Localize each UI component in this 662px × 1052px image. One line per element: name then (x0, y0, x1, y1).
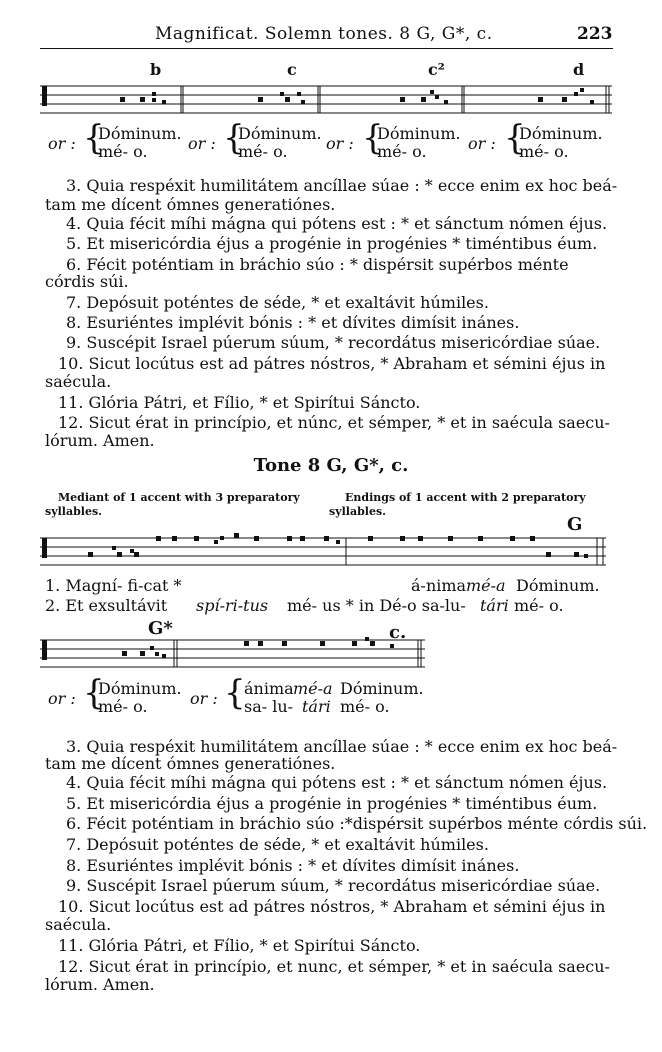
verse-b-line: 9. Suscépit Israel púerum súum, * recordátus misericórdiae súae. (66, 876, 601, 895)
endings-note: Endings of 1 accent with 2 preparatory (345, 491, 586, 504)
model-line-2c: mé- us * in Dé-o sa-lu- (287, 596, 466, 615)
page-number: 223 (577, 24, 613, 44)
verse-b-line: 5. Et misericórdia éjus a progénie in progénies * timéntibus éum. (66, 794, 598, 813)
choice-word-5b: mé- o. (98, 697, 148, 716)
choice-word-6c: Dóminum. (340, 679, 424, 698)
running-title: Magnificat. Solemn tones. 8 G, G*, c. (155, 24, 493, 44)
chant-staff-endings-2 (0, 632, 662, 678)
verse-a-line: 11. Glória Pátri, et Fílio, * et Spirítui Sáncto. (58, 393, 421, 412)
brace-4: { (504, 118, 526, 158)
ending-label-b: b (150, 60, 162, 79)
or-label-3: or : (326, 134, 354, 153)
verse-a-line: 8. Esuriéntes implévit bónis : * et dívites dimísit inánes. (66, 313, 520, 332)
verse-b-line: 3. Quia respéxit humilitátem ancíllae súae : * ecce enim ex hoc beá- (66, 737, 618, 756)
choice-word-6a: ánima (244, 679, 294, 698)
verse-b-line: 4. Quia fécit míhi mágna qui pótens est : * et sánctum nómen éjus. (66, 773, 608, 792)
choice-word-6f: mé- o. (340, 697, 390, 716)
verse-a-line: 4. Quia fécit míhi mágna qui pótens est : * et sánctum nómen éjus. (66, 214, 608, 233)
verse-a-line: córdis súi. (45, 272, 129, 291)
verse-b-line: 6. Fécit poténtiam in bráchio súo :*dispérsit supérbos ménte córdis súi. (66, 814, 648, 833)
choice-word-5a: Dóminum. (98, 679, 182, 698)
syllable-word-1a: Dóminum. (98, 124, 182, 143)
ending-label-c: c (287, 60, 297, 79)
endings-note-2: syllables. (329, 505, 386, 518)
verse-a-line: 7. Depósuit poténtes de séde, * et exaltávit húmiles. (66, 293, 489, 312)
brace-2: { (223, 118, 245, 158)
or-label-1: or : (48, 134, 76, 153)
syllable-word-4a: Dóminum. (519, 124, 603, 143)
model-line-1a: 1. Magní- fi-cat * (45, 576, 182, 595)
model-line-2e: mé- o. (514, 596, 564, 615)
verse-a-line: 6. Fécit poténtiam in bráchio súo : * dispérsit supérbos ménte (66, 255, 569, 274)
syllable-word-4b: mé- o. (519, 142, 569, 161)
mediant-note-2: syllables. (45, 505, 102, 518)
model-line-1d: Dóminum. (516, 576, 600, 595)
brace-1: { (83, 118, 105, 158)
verse-b-line: saécula. (45, 915, 112, 934)
model-line-2d: tári (480, 596, 509, 615)
syllable-word-2b: mé- o. (238, 142, 288, 161)
verse-a-line: 9. Suscépit Israel púerum súum, * recordátus misericórdiae súae. (66, 333, 601, 352)
verse-a-line: tam me dícent ómnes generatiónes. (45, 195, 336, 214)
ending-label-c-second: c. (389, 622, 407, 643)
or-label-4: or : (468, 134, 496, 153)
chant-staff-model (0, 532, 662, 572)
verse-a-line: lórum. Amen. (45, 431, 155, 450)
verse-a-line: 10. Sicut locútus est ad pátres nóstros, * Abraham et sémini éjus in (58, 354, 606, 373)
or-label-6: or : (190, 689, 218, 708)
verse-b-line: 7. Depósuit poténtes de séde, * et exaltávit húmiles. (66, 835, 489, 854)
choice-word-6d: sa- lu- (244, 697, 294, 716)
syllable-word-3b: mé- o. (377, 142, 427, 161)
verse-b-line: 11. Glória Pátri, et Fílio, * et Spirítui Sáncto. (58, 936, 421, 955)
brace-5: { (83, 673, 105, 713)
ending-label-d: d (573, 60, 585, 79)
verse-a-line: 5. Et misericórdia éjus a progénie in progénies * timéntibus éum. (66, 234, 598, 253)
ending-label-Gstar: G* (148, 618, 173, 639)
mediant-note: Mediant of 1 accent with 3 preparatory (58, 491, 300, 504)
verse-a-line: 3. Quia respéxit humilitátem ancíllae súae : * ecce enim ex hoc beá- (66, 176, 618, 195)
verse-b-line: 10. Sicut locútus est ad pátres nóstros, * Abraham et sémini éjus in (58, 897, 606, 916)
verse-b-line: 8. Esuriéntes implévit bónis : * et dívites dimísit inánes. (66, 856, 520, 875)
model-line-2a: 2. Et exsultávit (45, 596, 168, 615)
verse-b-line: 12. Sicut érat in princípio, et nunc, et sémper, * et in saécula saecu- (58, 957, 610, 976)
or-label-5: or : (48, 689, 76, 708)
or-label-2: or : (188, 134, 216, 153)
syllable-word-2a: Dóminum. (238, 124, 322, 143)
syllable-word-3a: Dóminum. (377, 124, 461, 143)
brace-3: { (362, 118, 384, 158)
page-header (0, 24, 662, 48)
brace-6: { (224, 673, 246, 713)
model-line-2b: spí-ri-tus (196, 596, 269, 615)
choice-word-6e: tári (302, 697, 331, 716)
ending-label-c2: c² (428, 60, 445, 79)
model-line-1b: á-nima (411, 576, 467, 595)
verse-b-line: lórum. Amen. (45, 975, 155, 994)
choice-word-6b: mé-a (293, 679, 333, 698)
verse-a-line: saécula. (45, 372, 112, 391)
syllable-word-1b: mé- o. (98, 142, 148, 161)
model-line-1c: mé-a (466, 576, 506, 595)
verse-b-line: tam me dícent ómnes generatiónes. (45, 754, 336, 773)
ending-label-G: G (567, 514, 583, 535)
verse-a-line: 12. Sicut érat in princípio, et núnc, et sémper, * et in saécula saecu- (58, 413, 610, 432)
header-rule (40, 48, 613, 49)
tone-heading: Tone 8 G, G*, c. (253, 455, 409, 476)
